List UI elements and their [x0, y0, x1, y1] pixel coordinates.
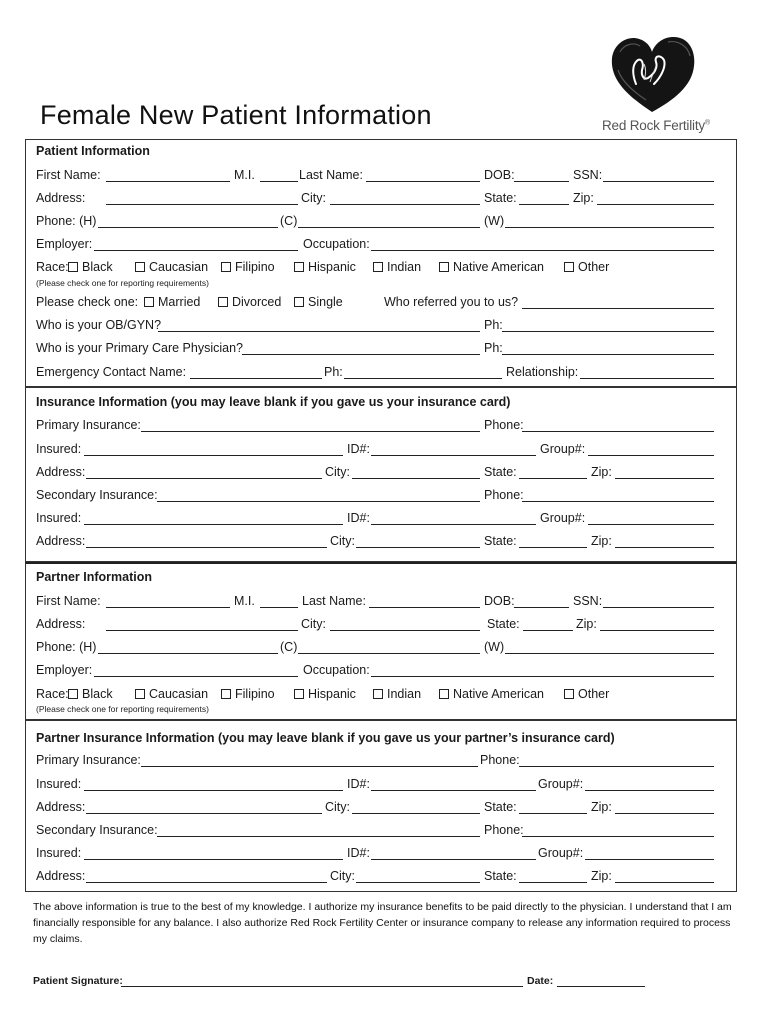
phone-cell-field[interactable]	[298, 227, 480, 228]
employer-row	[36, 236, 714, 254]
patient-information-section	[25, 139, 737, 387]
partner-race-row	[36, 686, 714, 704]
address-field[interactable]	[106, 204, 298, 205]
partner-phone-row	[36, 639, 714, 657]
insured-field[interactable]	[84, 524, 343, 525]
date-field[interactable]	[557, 986, 645, 987]
secondary-insurance-row	[36, 487, 714, 505]
emergency-phone-label: Ph:	[324, 365, 343, 379]
insured-row	[36, 441, 714, 459]
attestation-text: The above information is true to the best of my knowledge. I authorize my insurance benefits to be paid directly to the physician. I understand that I am financially responsible for any balance. I also authorize Red Rock Fertility Center or insurance company to release any information required to process my claims.	[33, 901, 732, 945]
partner-secondary-insured-row	[36, 845, 714, 863]
checkbox-icon	[294, 262, 304, 272]
checkbox-icon	[439, 689, 449, 699]
section-header: Partner Information	[36, 570, 152, 584]
primary-phone-field[interactable]	[519, 766, 714, 767]
partner-primary-insurance-row	[36, 752, 714, 770]
insured-field[interactable]	[84, 790, 343, 791]
primary-phone-label: Phone:	[480, 753, 520, 767]
address-label: Address:	[36, 534, 86, 548]
address-field[interactable]	[86, 813, 322, 814]
primary-insurance-row	[36, 417, 714, 435]
state-label: State:	[487, 617, 520, 631]
marital-row	[36, 294, 714, 312]
ssn-field[interactable]	[603, 607, 714, 608]
occupation-label: Occupation:	[303, 663, 370, 677]
mi-label: M.I.	[234, 168, 255, 182]
checkbox-icon	[218, 297, 228, 307]
checkbox-icon	[439, 262, 449, 272]
checkbox-icon	[294, 689, 304, 699]
race-other-checkbox[interactable]: Other	[564, 259, 609, 275]
address-field[interactable]	[86, 478, 322, 479]
address-field[interactable]	[106, 630, 298, 631]
section-header: Patient Information	[36, 144, 150, 158]
dob-label: DOB:	[484, 168, 515, 182]
partner-information-section	[25, 562, 737, 720]
secondary-address-row	[36, 533, 714, 551]
emergency-phone-field[interactable]	[344, 378, 502, 379]
insured-label: Insured:	[36, 442, 82, 456]
red-rock-fertility-logo	[600, 34, 718, 140]
city-label: City:	[330, 534, 355, 548]
id-field[interactable]	[371, 790, 536, 791]
insured-label: Insured:	[36, 511, 82, 525]
id-label: ID#:	[347, 442, 370, 456]
zip-label: Zip:	[576, 617, 597, 631]
race-indian-checkbox[interactable]: Indian	[373, 259, 421, 275]
emergency-name-field[interactable]	[190, 378, 322, 379]
zip-field[interactable]	[600, 630, 714, 631]
address-field[interactable]	[86, 547, 327, 548]
insurance-address-row	[36, 464, 714, 482]
state-label: State:	[484, 800, 517, 814]
id-field[interactable]	[371, 859, 536, 860]
race-note: (Please check one for reporting requirements)	[36, 704, 209, 714]
partner-insurance-section	[25, 720, 737, 892]
race-filipino-checkbox[interactable]: Filipino	[221, 259, 275, 275]
emergency-row	[36, 364, 714, 382]
married-checkbox[interactable]: Married	[144, 294, 200, 310]
city-field[interactable]	[356, 547, 480, 548]
state-field[interactable]	[519, 547, 587, 548]
group-label: Group#:	[540, 442, 586, 456]
race-filipino-checkbox[interactable]: Filipino	[221, 686, 275, 702]
insured-field[interactable]	[84, 455, 343, 456]
employer-label: Employer:	[36, 663, 93, 677]
primary-phone-field[interactable]	[522, 431, 714, 432]
race-hispanic-checkbox[interactable]: Hispanic	[294, 259, 356, 275]
primary-insurance-label: Primary Insurance:	[36, 753, 141, 767]
zip-label: Zip:	[591, 869, 612, 883]
zip-field[interactable]	[615, 882, 714, 883]
race-indian-checkbox[interactable]: Indian	[373, 686, 421, 702]
pcp-row	[36, 340, 714, 358]
partner-insured-row	[36, 776, 714, 794]
secondary-insurance-label: Secondary Insurance:	[36, 488, 158, 502]
checkbox-icon	[373, 262, 383, 272]
checkbox-icon	[221, 262, 231, 272]
state-label: State:	[484, 191, 517, 205]
city-field[interactable]	[330, 630, 480, 631]
phone-home-label: Phone: (H)	[36, 214, 97, 228]
mi-field[interactable]	[260, 181, 298, 182]
race-other-checkbox[interactable]: Other	[564, 686, 609, 702]
race-caucasian-checkbox[interactable]: Caucasian	[135, 259, 208, 275]
phone-cell-label: (C)	[280, 214, 298, 228]
phone-home-field[interactable]	[98, 653, 278, 654]
checkbox-icon	[144, 297, 154, 307]
insurance-section	[25, 387, 737, 562]
address-label: Address:	[36, 869, 86, 883]
occupation-field[interactable]	[371, 250, 714, 251]
zip-field[interactable]	[597, 204, 714, 205]
referred-label: Who referred you to us?	[384, 295, 519, 309]
obgyn-phone-label: Ph:	[484, 318, 503, 332]
employer-field[interactable]	[94, 676, 298, 677]
state-label: State:	[484, 465, 517, 479]
secondary-phone-field[interactable]	[522, 836, 714, 837]
secondary-insurance-label: Secondary Insurance:	[36, 823, 158, 837]
secondary-insurance-field[interactable]	[157, 836, 480, 837]
address-field[interactable]	[86, 882, 327, 883]
first-name-field[interactable]	[106, 181, 230, 182]
first-name-field[interactable]	[106, 607, 230, 608]
race-native-american-checkbox[interactable]: Native American	[439, 686, 544, 702]
ssn-label: SSN:	[573, 594, 603, 608]
checkbox-icon	[294, 297, 304, 307]
group-field[interactable]	[588, 524, 714, 525]
partner-secondary-address-row	[36, 868, 714, 886]
mi-label: M.I.	[234, 594, 255, 608]
group-field[interactable]	[585, 790, 714, 791]
state-label: State:	[484, 869, 517, 883]
employer-field[interactable]	[94, 250, 298, 251]
phone-work-label: (W)	[484, 214, 505, 228]
checkbox-icon	[373, 689, 383, 699]
address-label: Address:	[36, 800, 86, 814]
occupation-label: Occupation:	[303, 237, 370, 251]
state-field[interactable]	[519, 813, 587, 814]
obgyn-phone-field[interactable]	[502, 331, 714, 332]
address-label: Address:	[36, 617, 86, 631]
heart-logo-icon	[608, 34, 696, 114]
race-black-checkbox[interactable]: Black	[68, 259, 113, 275]
city-label: City:	[325, 800, 350, 814]
phone-work-field[interactable]	[505, 653, 714, 654]
zip-field[interactable]	[615, 478, 714, 479]
race-native-american-checkbox[interactable]: Native American	[439, 259, 544, 275]
race-row	[36, 259, 714, 277]
last-name-field[interactable]	[366, 181, 480, 182]
id-field[interactable]	[371, 524, 536, 525]
zip-label: Zip:	[591, 800, 612, 814]
primary-phone-label: Phone:	[484, 418, 524, 432]
obgyn-label: Who is your OB/GYN?	[36, 318, 162, 332]
last-name-label: Last Name:	[302, 594, 366, 608]
city-field[interactable]	[352, 478, 480, 479]
address-row	[36, 190, 714, 208]
id-label: ID#:	[347, 511, 370, 525]
secondary-phone-label: Phone:	[484, 488, 524, 502]
first-name-label: First Name:	[36, 594, 101, 608]
state-label: State:	[484, 534, 517, 548]
id-field[interactable]	[371, 455, 536, 456]
patient-signature-label: Patient Signature:	[33, 975, 123, 987]
insured-label: Insured:	[36, 846, 82, 860]
dob-label: DOB:	[484, 594, 515, 608]
phone-work-label: (W)	[484, 640, 505, 654]
checkbox-icon	[564, 262, 574, 272]
partner-address-row	[36, 799, 714, 817]
phone-cell-label: (C)	[280, 640, 298, 654]
primary-insurance-field[interactable]	[141, 766, 478, 767]
primary-insurance-field[interactable]	[141, 431, 480, 432]
phone-home-label: Phone: (H)	[36, 640, 97, 654]
partner-address-row	[36, 616, 714, 634]
state-field[interactable]	[519, 882, 587, 883]
zip-field[interactable]	[615, 547, 714, 548]
section-header: Insurance Information (you may leave blank if you gave us your insurance card)	[36, 395, 511, 409]
pcp-label: Who is your Primary Care Physician?	[36, 341, 244, 355]
city-field[interactable]	[330, 204, 480, 205]
pcp-field[interactable]	[242, 354, 480, 355]
secondary-insurance-field[interactable]	[157, 501, 480, 502]
primary-insurance-label: Primary Insurance:	[36, 418, 141, 432]
address-label: Address:	[36, 191, 86, 205]
insured-field[interactable]	[84, 859, 343, 860]
dob-field[interactable]	[514, 181, 569, 182]
mi-field[interactable]	[260, 607, 298, 608]
zip-field[interactable]	[615, 813, 714, 814]
phone-work-field[interactable]	[505, 227, 714, 228]
city-label: City:	[325, 465, 350, 479]
patient-signature-field[interactable]	[121, 986, 523, 987]
ssn-field[interactable]	[603, 181, 714, 182]
insured-label: Insured:	[36, 777, 82, 791]
last-name-label: Last Name:	[299, 168, 363, 182]
city-label: City:	[330, 869, 355, 883]
single-checkbox[interactable]: Single	[294, 294, 343, 310]
city-field[interactable]	[352, 813, 480, 814]
obgyn-row	[36, 317, 714, 335]
state-field[interactable]	[523, 630, 573, 631]
zip-label: Zip:	[591, 534, 612, 548]
referred-field[interactable]	[522, 308, 714, 309]
pcp-phone-label: Ph:	[484, 341, 503, 355]
obgyn-field[interactable]	[158, 331, 480, 332]
race-note: (Please check one for reporting requirements)	[36, 278, 209, 288]
logo-wordmark: Red Rock Fertility®	[602, 118, 710, 133]
phone-row	[36, 213, 714, 231]
date-label: Date:	[527, 975, 554, 987]
group-label: Group#:	[540, 511, 586, 525]
race-label: Race:	[36, 260, 69, 274]
pcp-phone-field[interactable]	[502, 354, 714, 355]
relationship-field[interactable]	[580, 378, 714, 379]
state-field[interactable]	[519, 478, 587, 479]
state-field[interactable]	[519, 204, 569, 205]
dob-field[interactable]	[514, 607, 569, 608]
phone-home-field[interactable]	[98, 227, 278, 228]
partner-name-row	[36, 593, 714, 611]
section-header: Partner Insurance Information (you may leave blank if you gave us your partner’s insurance card)	[36, 731, 615, 745]
race-label: Race:	[36, 687, 69, 701]
checkbox-icon	[564, 689, 574, 699]
secondary-phone-field[interactable]	[522, 501, 714, 502]
race-hispanic-checkbox[interactable]: Hispanic	[294, 686, 356, 702]
id-label: ID#:	[347, 777, 370, 791]
relationship-label: Relationship:	[506, 365, 579, 379]
checkbox-icon	[68, 262, 78, 272]
zip-label: Zip:	[573, 191, 594, 205]
city-label: City:	[301, 191, 326, 205]
group-label: Group#:	[538, 846, 584, 860]
page-title: Female New Patient Information	[40, 100, 432, 130]
employer-label: Employer:	[36, 237, 93, 251]
checkbox-icon	[68, 689, 78, 699]
partner-secondary-insurance-row	[36, 822, 714, 840]
phone-cell-field[interactable]	[298, 653, 480, 654]
checkbox-icon	[135, 262, 145, 272]
city-label: City:	[301, 617, 326, 631]
race-black-checkbox[interactable]: Black	[68, 686, 113, 702]
partner-employer-row	[36, 662, 714, 680]
id-label: ID#:	[347, 846, 370, 860]
group-field[interactable]	[585, 859, 714, 860]
marital-label: Please check one:	[36, 295, 139, 309]
checkbox-icon	[221, 689, 231, 699]
city-field[interactable]	[356, 882, 480, 883]
secondary-phone-label: Phone:	[484, 823, 524, 837]
group-label: Group#:	[538, 777, 584, 791]
emergency-label: Emergency Contact Name:	[36, 365, 187, 379]
group-field[interactable]	[588, 455, 714, 456]
name-row	[36, 167, 714, 185]
ssn-label: SSN:	[573, 168, 603, 182]
first-name-label: First Name:	[36, 168, 101, 182]
occupation-field[interactable]	[371, 676, 714, 677]
secondary-insured-row	[36, 510, 714, 528]
zip-label: Zip:	[591, 465, 612, 479]
divorced-checkbox[interactable]: Divorced	[218, 294, 281, 310]
race-caucasian-checkbox[interactable]: Caucasian	[135, 686, 208, 702]
address-label: Address:	[36, 465, 86, 479]
last-name-field[interactable]	[369, 607, 480, 608]
checkbox-icon	[135, 689, 145, 699]
